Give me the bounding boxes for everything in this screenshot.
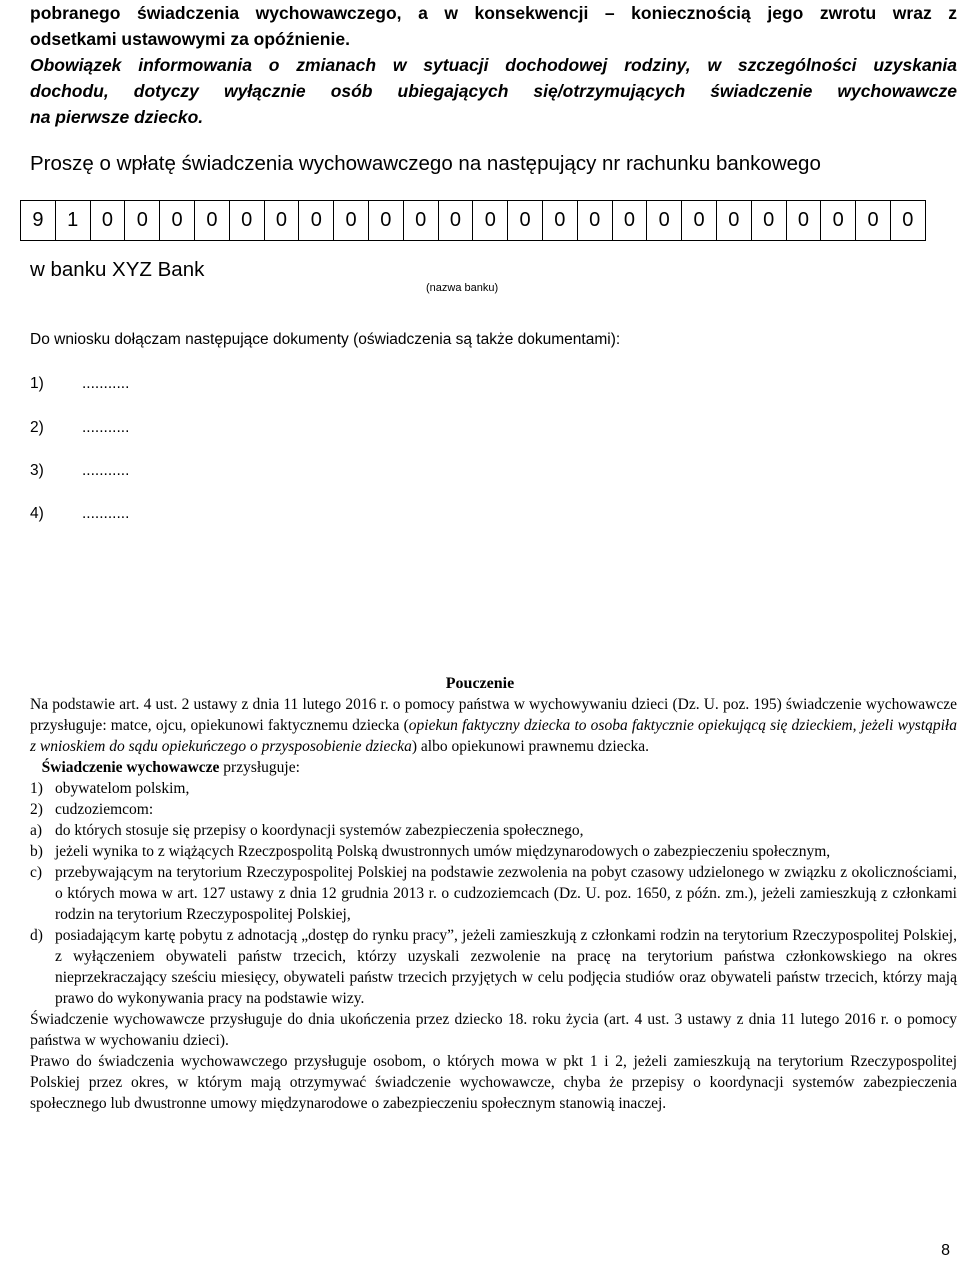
list-text: do których stosuje się przepisy o koordynacji systemów zabezpieczenia społecznego, xyxy=(55,822,584,839)
notice-body xyxy=(30,694,957,1114)
list-label: c) xyxy=(30,864,43,881)
account-digit-cell[interactable]: 9 xyxy=(21,201,56,240)
notice-list-item xyxy=(30,841,957,862)
account-digit-cell[interactable]: 0 xyxy=(195,201,230,240)
account-digit-cell[interactable]: 0 xyxy=(125,201,160,240)
account-digit-cell[interactable]: 1 xyxy=(56,201,91,240)
notice-list-item xyxy=(30,799,957,820)
attachment-item[interactable] xyxy=(30,462,129,480)
attachment-blank: ........... xyxy=(82,375,130,392)
account-digit-cell[interactable]: 0 xyxy=(717,201,752,240)
attachment-number: 1) xyxy=(30,375,44,392)
account-digit-cell[interactable]: 0 xyxy=(647,201,682,240)
attachments-intro: Do wniosku dołączam następujące dokumenty (oświadczenia są także dokumentami): xyxy=(30,331,621,348)
list-label: 2) xyxy=(30,801,43,818)
account-digit-cell[interactable]: 0 xyxy=(821,201,856,240)
notice-list xyxy=(30,778,957,1009)
account-digit-cell[interactable]: 0 xyxy=(299,201,334,240)
notice-p2-bold: Świadczenie wychowawcze xyxy=(41,759,220,776)
bank-account-number-field[interactable] xyxy=(20,200,926,241)
intro-line-5: na pierwsze dziecko. xyxy=(30,107,204,127)
account-digit-cell[interactable]: 0 xyxy=(613,201,648,240)
notice-paragraph-2 xyxy=(30,757,957,778)
attachment-number: 4) xyxy=(30,505,44,522)
intro-line-2: odsetkami ustawowymi za opóźnienie. xyxy=(30,29,350,49)
attachment-number: 2) xyxy=(30,419,44,436)
list-text: przebywającym na terytorium Rzeczypospolitej Polskiej na podstawie zezwolenia na pobyt czasowy udzielonego w związku z okolicznościami, o których mowa w art. 127 ustawy z dnia 12 grudnia 2013 r. o cudzoziemcach (Dz. U. poz. 1650, z późn. zm.), jeżeli zamieszkują z członkami rodzin na terytorium Rzeczypospolitej Polskiej, xyxy=(55,864,957,923)
account-digit-cell[interactable]: 0 xyxy=(439,201,474,240)
account-digit-cell[interactable]: 0 xyxy=(578,201,613,240)
account-digit-cell[interactable]: 0 xyxy=(160,201,195,240)
notice-paragraph-1 xyxy=(30,694,957,757)
notice-list-item xyxy=(30,862,957,925)
account-digit-cell[interactable]: 0 xyxy=(508,201,543,240)
bank-name-caption: (nazwa banku) xyxy=(426,282,499,294)
account-digit-cell[interactable]: 0 xyxy=(369,201,404,240)
list-label: b) xyxy=(30,843,43,860)
account-digit-cell[interactable]: 0 xyxy=(473,201,508,240)
account-digit-cell[interactable]: 0 xyxy=(404,201,439,240)
notice-p1-text: Na podstawie art. 4 ust. 2 ustawy z dnia 11 lutego 2016 r. o pomocy państwa w wychowywaniu dzieci (Dz. U. poz. 195) świadczenie wychowawcze przysługuje: matce, ojcu, opiekunowi faktycznemu dziecka ( xyxy=(30,696,957,734)
bank-name-line: w banku XYZ Bank xyxy=(30,258,205,281)
attachment-blank: ........... xyxy=(82,505,130,522)
page-number: 8 xyxy=(941,1242,950,1259)
notice-p2-text: przysługuje: xyxy=(219,759,300,776)
intro-line-1: pobranego świadczenia wychowawczego, a w konsekwencji – koniecznością jego zwrotu wraz z xyxy=(30,3,957,23)
list-text: cudzoziemcom: xyxy=(55,801,154,818)
notice-list-item xyxy=(30,778,957,799)
account-digit-cell[interactable]: 0 xyxy=(91,201,126,240)
account-digit-cell[interactable]: 0 xyxy=(752,201,787,240)
account-digit-cell[interactable]: 0 xyxy=(787,201,822,240)
list-label: 1) xyxy=(30,780,43,797)
account-digit-cell[interactable]: 0 xyxy=(265,201,300,240)
intro-paragraph xyxy=(30,0,957,130)
list-text: posiadającym kartę pobytu z adnotacją „dostęp do rynku pracy”, jeżeli zamieszkują z członkami rodzin na terytorium Rzeczypospolitej Polskiej, z wyłączeniem obywateli państw trzecich, którzy uzyskali zezwolenie na pracę na terytorium państwa członkowskiego na okres nieprzekraczający sześciu miesięcy, obywateli państw trzecich przyjętych w celu podjęcia studiów oraz obywateli państw trzecich, którzy mają prawo do wykonywania pracy na podstawie wizy. xyxy=(55,927,957,1007)
notice-p1-end: ) albo opiekunowi prawnemu dziecka. xyxy=(411,738,649,755)
attachment-blank: ........... xyxy=(82,419,130,436)
list-text: jeżeli wynika to z wiążących Rzeczpospolitą Polską dwustronnych umów międzynarodowych o zabezpieczeniu społecznym, xyxy=(55,843,831,860)
list-label: d) xyxy=(30,927,43,944)
notice-title: Pouczenie xyxy=(445,675,515,692)
attachment-number: 3) xyxy=(30,462,44,479)
account-digit-cell[interactable]: 0 xyxy=(856,201,891,240)
account-digit-cell[interactable]: 0 xyxy=(543,201,578,240)
notice-p1-italic: opiekun faktyczny dziecka to osoba faktycznie opiekującą się dzieckiem, jeżeli wystąpiła z wnioskiem do sądu opiekuńczego o przysposobienie dziecka xyxy=(30,717,957,755)
notice-list-item xyxy=(30,820,957,841)
list-text: obywatelom polskim, xyxy=(55,780,190,797)
account-digit-cell[interactable]: 0 xyxy=(334,201,369,240)
account-digit-cell[interactable]: 0 xyxy=(682,201,717,240)
attachment-item[interactable] xyxy=(30,505,129,523)
account-digit-cell[interactable]: 0 xyxy=(230,201,265,240)
payment-request-text: Proszę o wpłatę świadczenia wychowawczego na następujący nr rachunku bankowego xyxy=(30,152,821,175)
intro-line-3: Obowiązek informowania o zmianach w sytuacji dochodowej rodziny, w szczególności uzyskania xyxy=(30,55,957,75)
account-digit-cell[interactable]: 0 xyxy=(902,209,914,231)
attachment-item[interactable] xyxy=(30,419,129,437)
intro-line-4: dochodu, dotyczy wyłącznie osób ubiegających się/otrzymujących świadczenie wychowawcze xyxy=(30,81,957,101)
notice-paragraph-3: Świadczenie wychowawcze przysługuje do dnia ukończenia przez dziecko 18. roku życia (art. 4 ust. 3 ustawy z dnia 11 lutego 2016 r. o pomocy państwa w wychowaniu dzieci). xyxy=(30,1011,957,1049)
notice-paragraph-4: Prawo do świadczenia wychowawczego przysługuje osobom, o których mowa w pkt 1 i 2, jeżeli zamieszkują na terytorium Rzeczypospolitej Polskiej przez okres, w którym mają otrzymywać świadczenie wychowawcze, chyba że przepisy o koordynacji systemów zabezpieczenia społecznego lub dwustronne umowy międzynarodowe o zabezpieczeniu społecznym stanowią inaczej. xyxy=(30,1053,957,1112)
list-label: a) xyxy=(30,822,43,839)
notice-list-item xyxy=(30,925,957,1009)
attachment-item[interactable] xyxy=(30,375,129,393)
attachment-blank: ........... xyxy=(82,462,130,479)
